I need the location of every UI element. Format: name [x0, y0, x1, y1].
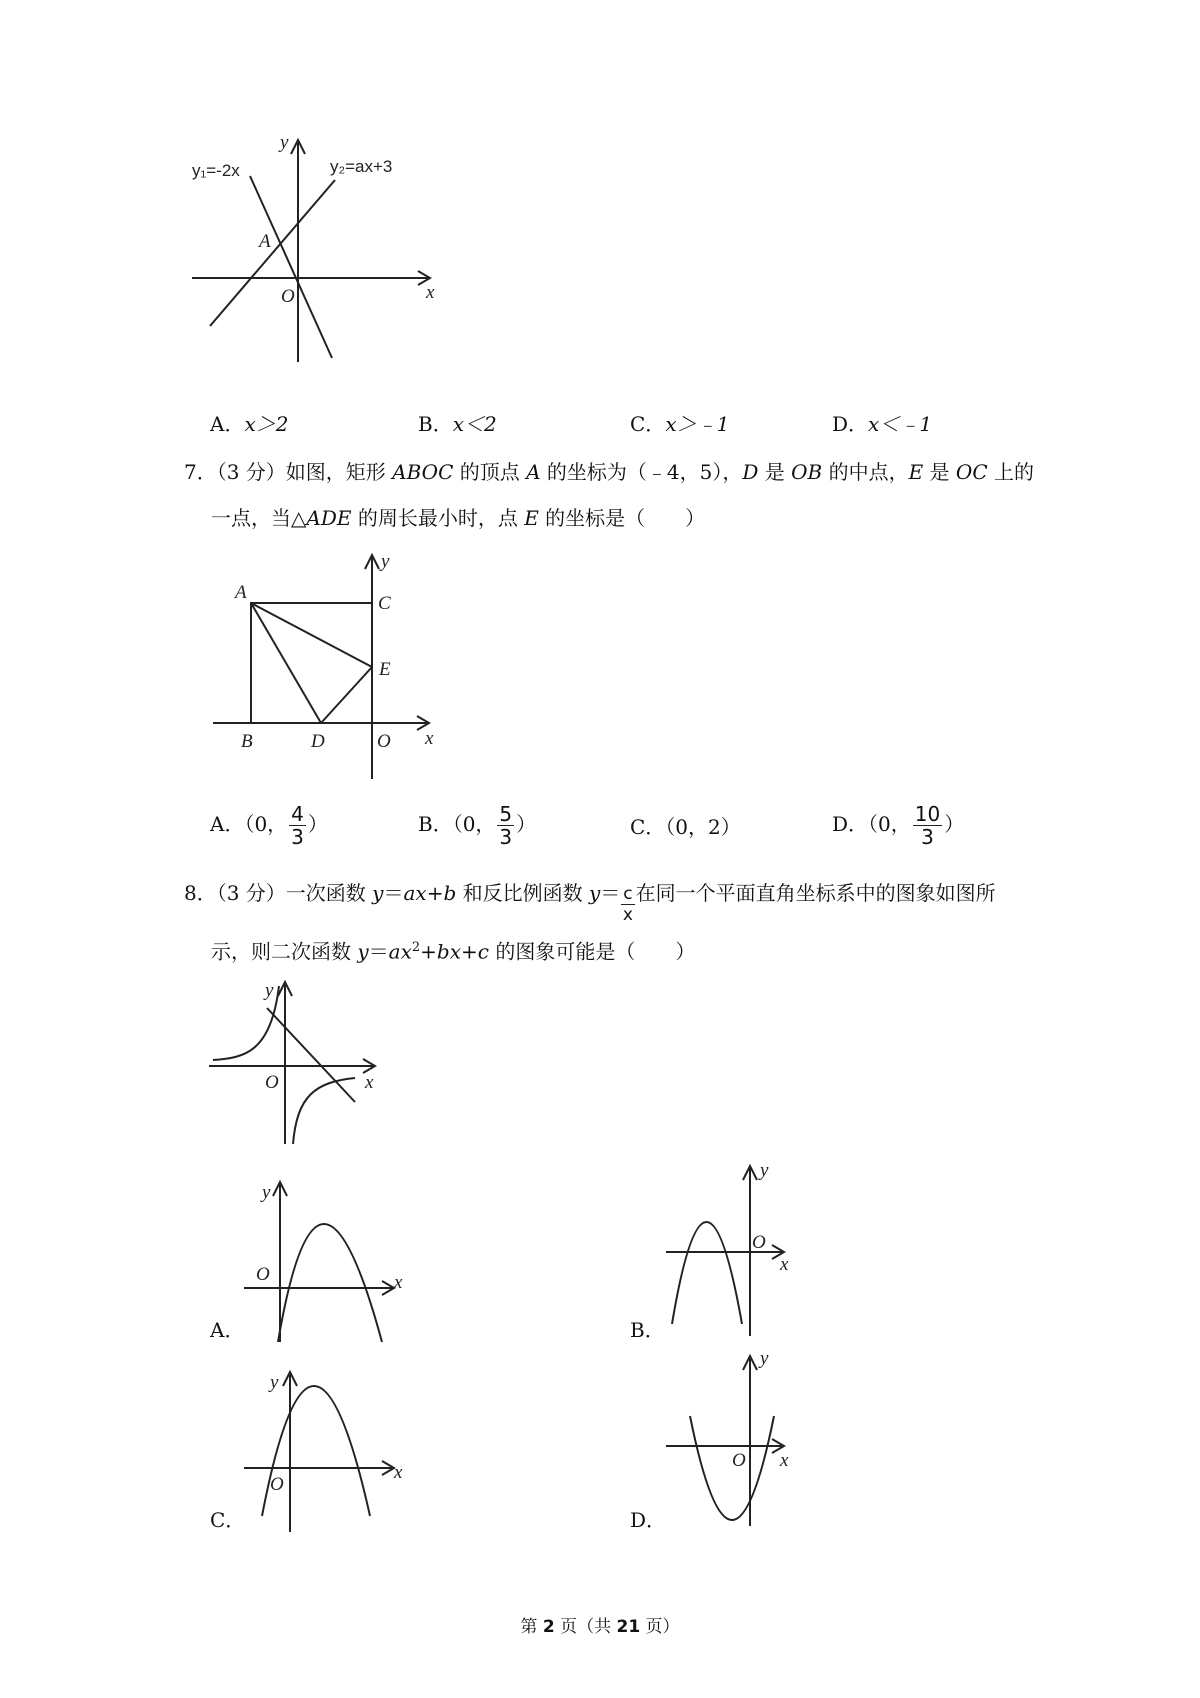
label-o: O — [752, 1232, 766, 1253]
label-x: x — [780, 1254, 789, 1275]
label-y: y — [760, 1348, 769, 1369]
q8-option-a[interactable]: A． — [210, 1318, 245, 1342]
q8-option-b[interactable]: B． — [630, 1318, 665, 1342]
label-origin: O — [281, 286, 295, 307]
q8-option-a-figure — [240, 1176, 420, 1346]
q7-option-a[interactable]: A．（0， $\frac{4}{3}$ ） — [210, 802, 328, 849]
q6-figure — [180, 130, 480, 370]
label-y1: y₁=-2x — [192, 161, 240, 180]
hyperbola-branch-right — [293, 1078, 355, 1144]
label-x-axis: x — [426, 282, 435, 303]
segment-de — [321, 667, 372, 723]
label-o: O — [256, 1264, 270, 1285]
label-a: A — [235, 582, 247, 603]
q7-stem-line2: 一点，当△ADE 的周长最小时，点 E 的坐标是（ ） — [211, 506, 706, 530]
parabola — [278, 1224, 382, 1342]
q8-fraction-c-over-x: $\frac{c}{x}$ — [622, 884, 633, 925]
page-footer: 第 2 页（共 21 页） — [520, 1617, 680, 1637]
q6-option-c-text: x＞﹣1 — [665, 412, 730, 436]
parabola — [672, 1222, 742, 1324]
label-o: O — [270, 1474, 284, 1495]
q7-option-c[interactable]: C．（0，2） — [630, 815, 741, 839]
q8-figure-main — [205, 978, 405, 1148]
label-y: y — [381, 551, 390, 572]
q7-option-d[interactable]: D．（0， $\frac{10}{3}$ ） — [832, 802, 965, 849]
label-x: x — [365, 1072, 374, 1093]
q8-option-b-figure — [660, 1160, 840, 1340]
q8-option-d[interactable]: D． — [630, 1508, 667, 1532]
label-o: O — [377, 731, 391, 752]
q6-option-a[interactable]: A．x＞2 — [210, 412, 289, 436]
q8-stem-line1: 8．（3 分）一次函数 y＝ax+b 和反比例函数 y＝ $\frac{c}{x}$ 在同一个平面直角坐标系中的图象如图所 — [184, 881, 996, 925]
label-y2: y₂=ax+3 — [330, 157, 393, 176]
line-y1 — [250, 176, 332, 358]
label-y: y — [265, 980, 274, 1001]
label-x: x — [780, 1450, 789, 1471]
label-y: y — [760, 1160, 769, 1181]
q8-option-c[interactable]: C． — [210, 1508, 246, 1532]
q7-option-b[interactable]: B．（0， $\frac{5}{3}$ ） — [418, 802, 537, 849]
page-number: 2 — [542, 1617, 555, 1637]
label-c: C — [378, 593, 391, 614]
q6-option-d[interactable]: D．x＜﹣1 — [832, 412, 933, 436]
label-b: B — [241, 731, 253, 752]
label-d: D — [311, 731, 325, 752]
label-o: O — [732, 1450, 746, 1471]
q6-option-d-text: x＜﹣1 — [868, 412, 933, 436]
label-point-a: A — [259, 231, 271, 252]
q6-option-c[interactable]: C．x＞﹣1 — [630, 412, 730, 436]
q6-option-b-text: x＜2 — [452, 412, 497, 436]
q7-option-d-fraction: $\frac{10}{3}$ — [914, 802, 941, 849]
label-y: y — [262, 1182, 271, 1203]
q7-figure — [205, 545, 455, 785]
line-ax-b — [267, 1008, 355, 1102]
q8-stem-line2: 示，则二次函数 $y=ax^2+bx+c$ 的图象可能是（ ） — [211, 939, 696, 964]
q8-option-c-figure — [240, 1366, 420, 1536]
q7-option-b-fraction: $\frac{5}{3}$ — [499, 802, 513, 849]
q8-option-d-figure — [660, 1350, 840, 1530]
label-x: x — [425, 728, 434, 749]
line-y2 — [210, 180, 335, 326]
q6-option-b[interactable]: B．x＜2 — [418, 412, 497, 436]
page-total: 21 — [616, 1617, 641, 1637]
label-x: x — [394, 1462, 403, 1483]
parabola — [262, 1386, 370, 1516]
label-e: E — [379, 659, 391, 680]
label-x: x — [394, 1272, 403, 1293]
label-o: O — [265, 1072, 279, 1093]
label-y: y — [270, 1372, 279, 1393]
q7-stem-line1: 7．（3 分）如图，矩形 ABOC 的顶点 A 的坐标为（﹣4，5），D 是 OB 的中点，E 是 OC 上的 — [184, 460, 1034, 484]
q6-option-a-text: x＞2 — [244, 412, 289, 436]
q7-option-a-fraction: $\frac{4}{3}$ — [291, 802, 304, 849]
label-y-axis: y — [280, 132, 289, 153]
